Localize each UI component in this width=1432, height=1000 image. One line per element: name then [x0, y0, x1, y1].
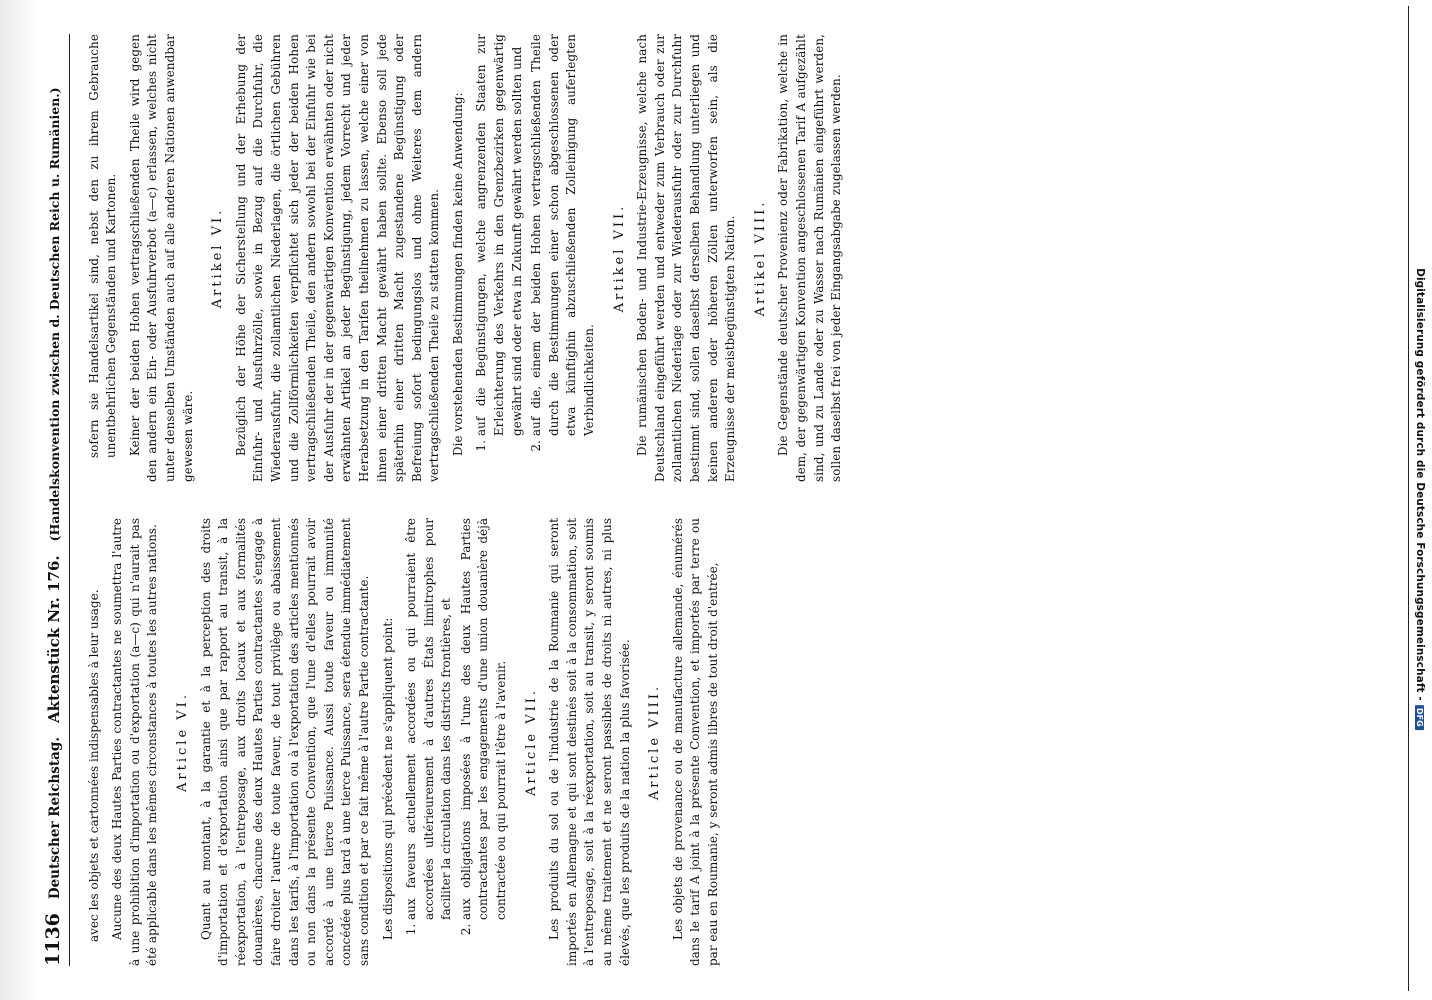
- list-item: 2. aux obligations imposées à l'une des deux Hautes Parties contractantes par les engagements d'une union douanière déjà contractée ou qui pourrait l'être à l'avenir.: [458, 518, 511, 920]
- convention-title: (Handelskonvention zwischen d. Deutschen Reich u. Rumänien.): [47, 87, 62, 542]
- publication-title: Deutscher Reichstag.: [47, 737, 63, 900]
- french-exceptions-list: [403, 518, 511, 966]
- german-paragraph: sofern sie Handelsartikel sind, nebst den zu ihrem Gebrauche unentbehrlichen Gegenständen und Kartonen.: [86, 34, 119, 458]
- german-exceptions-list: [473, 34, 598, 482]
- list-item: 1. aux faveurs actuellement accordées ou qui pourraient être accordées ultérieurement à d'autres États limitrophes pour faciliter la circulation dans les districts frontières, et: [403, 518, 456, 920]
- german-paragraph: Bezüglich der Höhe der Sicherstellung und der Erhebung der Einfuhr- und Ausfuhrzölle, sowie in Bezug auf die Durchfuhr, die Wiederausfuhr, die zollamtlichen Niederlagen, die örtlichen Gebühren und die Zollförmlichkeiten verpflichtet sich jeder der beiden Hohen vertragschließenden Theile, den andern sowohl bei der Einfuhr wie bei der Ausfuhr der in der gegenwärtigen Konvention erwähnten oder nicht erwähnten Artikel an jeder Begünstigung, jedem Vorrecht und jeder Herabsetzung in den Tarifen theilnehmen zu lassen, welche einer von ihnen einer dritten Macht gewährt haben sollte. Ebenso soll jede späterhin einer dritten Macht zugestandene Begünstigung oder Befreiung sofort bedingungslos und ohne Weiteres dem andern vertragschließenden Theile zu statten kommen.: [233, 34, 442, 482]
- german-article-7-heading: Artikel VII.: [611, 203, 627, 313]
- digitization-credit: [1408, 6, 1431, 991]
- french-paragraph: Les objets de provenance ou de manufacture allemande, énumérés dans le tarif A joint à la présente Convention, et importés par terre ou par eau en Roumanie, y seront admis libres de tout droit d'entrée,: [670, 518, 720, 966]
- dfg-logo: DFG: [1415, 704, 1424, 729]
- list-item: 1. auf die Begünstigungen, welche angrenzenden Staaten zur Erleichterung des Verkehrs in den Grenzbezirken gegenwärtig gewährt sind oder etwa in Zukunft gewährt werden sollten und: [473, 34, 526, 436]
- text-columns: [86, 34, 852, 966]
- german-column: [86, 34, 852, 482]
- german-paragraph: Die vorstehenden Bestimmungen finden keine Anwendung:: [450, 92, 465, 456]
- french-column: [86, 518, 852, 966]
- german-paragraph: Keiner der beiden Hohen vertragschließenden Theile wird gegen den andern ein Ein- oder Ausfuhrverbot (a—c) erlassen, welches nicht unter denselben Umständen auch auf alle anderen Nationen anwendbar gewesen wäre.: [127, 34, 195, 482]
- french-paragraph: Les produits du sol ou de l'industrie de la Roumanie qui seront importés en Allemagne et qui sont destinés soit à la consommation, soit à l'entreposage, soit à la réexportation, soit au transit, y seront soumis au même traitement et ne seront passibles de droits ni autres, ni plus élevés, que les produits de la nation la plus favorisée.: [547, 518, 632, 966]
- page-header: [42, 34, 70, 966]
- aktenstueck-number: Aktenstück Nr. 176.: [45, 555, 63, 724]
- german-article-8-heading: Artikel VIII.: [752, 199, 768, 317]
- french-paragraph: Aucune des deux Hautes Parties contractantes ne soumettra l'autre à une prohibition d'importation ou d'exportation (a—c) qui n'aurait pas été applicable dans les mêmes circonstances à toutes les autres nations.: [110, 518, 160, 966]
- list-item: 2. auf die, einem der beiden Hohen vertragschließenden Theile durch die Bestimmungen einer schon abgeschlossenen oder etwa künftighin abzuschließenden Zolleinigung auferlegten Verbindlichkeiten.: [528, 34, 598, 436]
- german-paragraph: Die rumänischen Boden- und Industrie-Erzeugnisse, welche nach Deutschland eingeführt werden und entweder zum Verbrauch oder zur zollamtlichen Niederlage oder zur Wiederausfuhr oder zur Durchfuhr bestimmt sind, sollen daselbst derselben Behandlung unterliegen und keinen anderen oder höheren Zöllen unterworfen sein, als die Erzeugnisse der meistbegünstigten Nation.: [635, 34, 738, 482]
- french-article-8-heading: Article VIII.: [647, 683, 663, 801]
- german-paragraph: Die Gegenstände deutscher Provenienz oder Fabrikation, welche in dem, der gegenwärtigen Konvention angeschlossenen Tarif A aufgezählt sind, und zu Lande oder zu Wasser nach Rumänien eingeführt werden, sollen daselbst frei von jeder Eingangsabgabe zugelassen werden.: [776, 34, 844, 482]
- page-number: 1136: [42, 913, 64, 966]
- german-article-6-heading: Artikel VI.: [210, 207, 226, 309]
- digitization-credit-text: Digitalisierung gefördert durch die Deutsche Forschungsgemeinschaft -: [1414, 267, 1426, 701]
- french-article-6-heading: Article VI.: [174, 692, 190, 792]
- scanned-page: [25, 0, 1375, 1000]
- french-article-7-heading: Article VII.: [523, 687, 539, 797]
- french-paragraph: Les dispositions qui précèdent ne s'appliquent point:: [380, 617, 395, 940]
- french-paragraph: avec les objets et cartonnées indispensables à leur usage.: [86, 589, 101, 942]
- french-paragraph: Quant au montant, à la garantie et à la perception des droits d'importation et d'exportation ainsi que par rapport au transit, à la réexportation, à l'entreposage, aux droits locaux et aux formalités douanières, chacune des deux Hautes Parties contractantes s'engage à faire droiter l'autre de toute faveur, de tout privilège ou abaissement dans les tarifs, à l'importation ou à l'exportation des articles mentionnés ou non dans la présente Convention, que l'une d'elles pourrait avoir accordé à une tierce Puissance. Aussi toute faveur ou immunité concédée plus tard à une tierce Puissance, sera étendue immédiatement sans condition et par ce fait même à l'autre Partie contractante.: [198, 518, 371, 966]
